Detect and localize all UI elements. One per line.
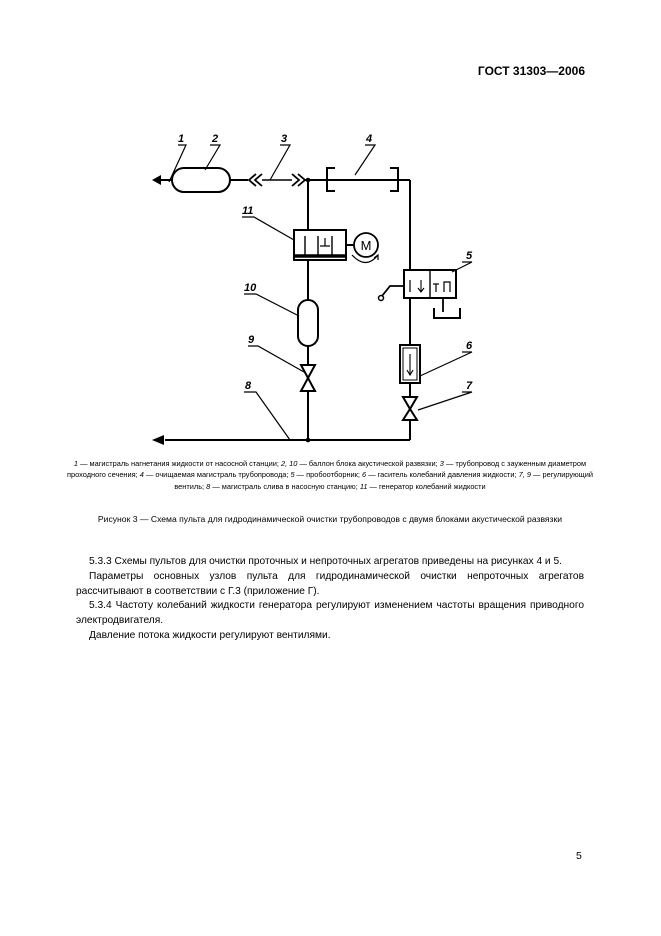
label-5: 5 xyxy=(466,250,473,262)
legend-item-number: 8 xyxy=(206,481,211,491)
figure-caption: Рисунок 3 — Схема пульта для гидродинамической очистки трубопроводов с двумя блоками акустической развязки xyxy=(97,514,563,524)
legend-item-text: — пробоотборник; xyxy=(294,470,363,480)
damper-6 xyxy=(400,345,420,383)
label-10: 10 xyxy=(244,282,257,294)
legend-item xyxy=(74,459,281,468)
legend-item-number: 2, 10 xyxy=(280,459,298,468)
page-number: 5 xyxy=(576,850,582,862)
legend-item-number: 11 xyxy=(359,481,368,491)
paragraph-5-3-4: 5.3.4 Частоту колебаний жидкости генератора регулируют изменением частоты вращения приводного электродвигателя. xyxy=(76,600,584,627)
hydraulic-scheme-figure xyxy=(0,0,661,460)
legend-item-text: — очищаемая магистраль трубопровода; xyxy=(143,470,291,480)
legend-item-number: 5 xyxy=(290,470,295,480)
legend-item-text: — генератор колебаний жидкости xyxy=(367,481,486,491)
legend-item xyxy=(290,470,362,479)
legend-item-number: 3 xyxy=(439,459,444,468)
balloon-2 xyxy=(172,168,230,192)
motor-letter: М xyxy=(360,238,372,253)
body-text xyxy=(76,555,584,644)
legend-item-number: 7, 9 xyxy=(518,470,531,480)
label-4: 4 xyxy=(366,133,373,145)
label-1: 1 xyxy=(178,133,185,145)
legend-item-text: — регулирующий вентиль; xyxy=(174,470,593,491)
label-8: 8 xyxy=(245,380,252,392)
legend-item xyxy=(140,470,291,479)
valve-7 xyxy=(403,397,417,420)
valve-9 xyxy=(301,365,315,391)
balloon-10 xyxy=(298,300,318,346)
label-9: 9 xyxy=(248,334,255,346)
paragraph-5-3-3: 5.3.3 Схемы пультов для очистки проточных и непроточных агрегатов приведены на рисунках 4 и 5. xyxy=(89,556,562,567)
legend-item-number: 6 xyxy=(362,470,367,480)
label-3: 3 xyxy=(281,133,288,145)
figure-legend xyxy=(60,458,600,492)
label-6: 6 xyxy=(466,340,473,352)
legend-item-number: 4 xyxy=(139,470,144,480)
paragraph-pressure: Давление потока жидкости регулируют вентилями. xyxy=(89,629,331,641)
legend-item xyxy=(362,470,519,479)
legend-item-text: — магистраль нагнетания жидкости от насосной станции; xyxy=(78,459,281,468)
legend-item-number: 1 xyxy=(73,459,79,468)
legend-item-text: — баллон блока акустической развязки; xyxy=(297,459,440,468)
label-2: 2 xyxy=(212,133,219,145)
label-11: 11 xyxy=(242,205,254,217)
legend-item xyxy=(281,459,440,468)
paragraph-parameters: Параметры основных узлов пульта для гидродинамической очистки непроточных агрегатов рассчитывают в соответствии с Г.3 (приложение Г). xyxy=(76,570,584,597)
document-code: ГОСТ 31303—2006 xyxy=(477,64,585,78)
legend-item-text: — трубопровод с зауженным диаметром проходного сечения; xyxy=(67,459,587,480)
legend-item xyxy=(206,482,360,491)
sampler-5 xyxy=(379,270,461,318)
legend-item xyxy=(360,482,486,491)
legend-item-text: — гаситель колебаний давления жидкости; xyxy=(366,470,519,480)
legend-item-text: — магистраль слива в насосную станцию; xyxy=(210,481,360,491)
label-7: 7 xyxy=(466,380,473,392)
